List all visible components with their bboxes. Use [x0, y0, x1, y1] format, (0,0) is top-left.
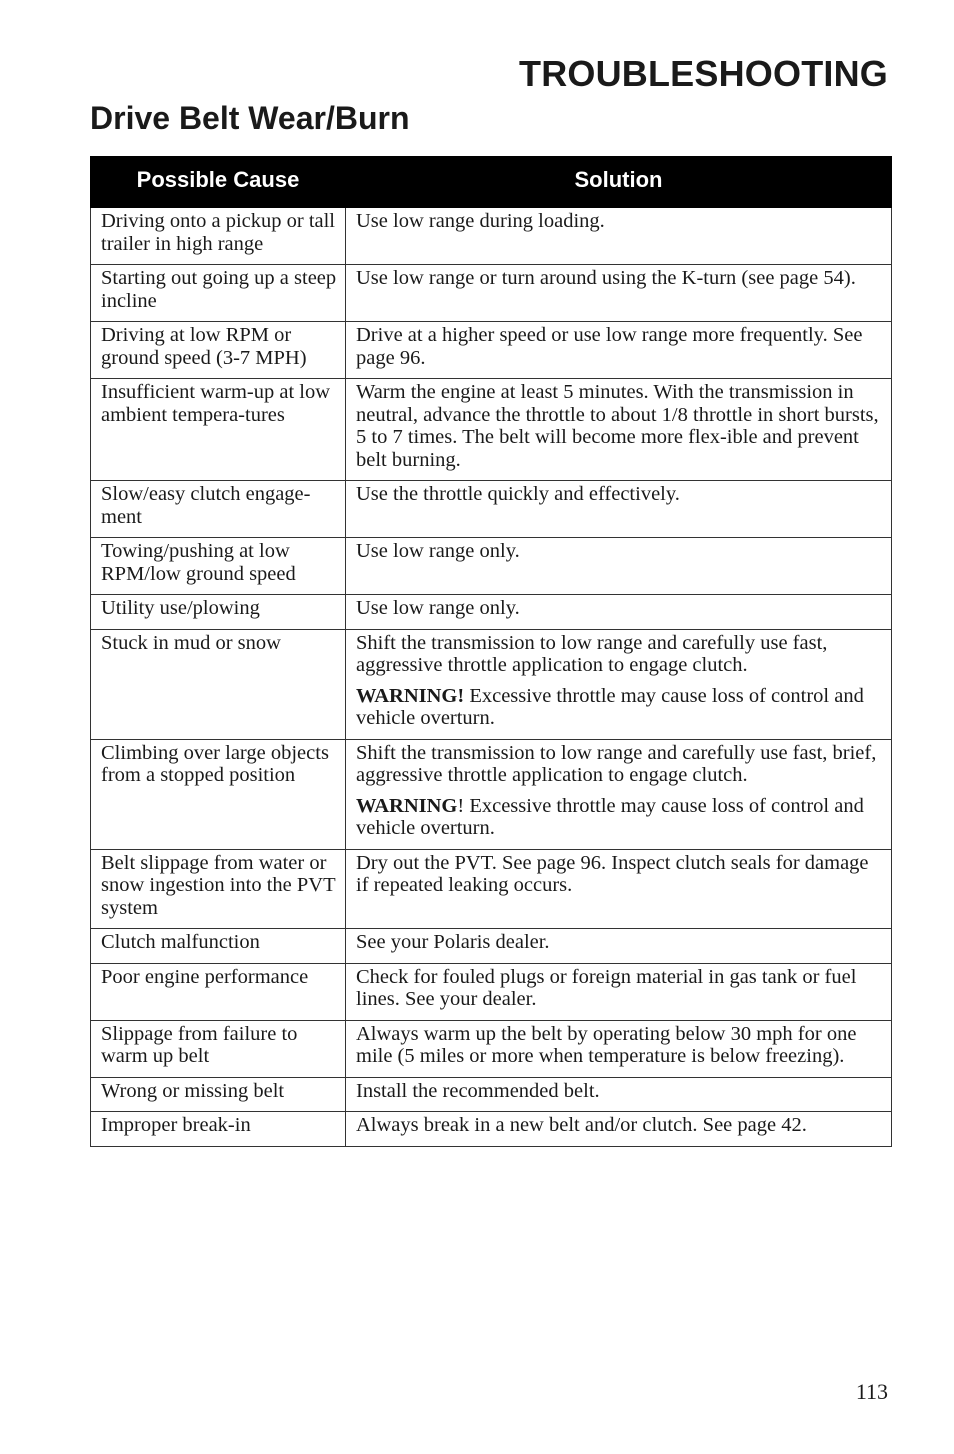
possible-cause-cell: Stuck in mud or snow [91, 629, 346, 739]
troubleshooting-table [90, 156, 892, 1147]
table-row [91, 739, 892, 849]
solution-text [356, 324, 882, 369]
page-title: Drive Belt Wear/Burn [90, 100, 410, 136]
solution-text-span: Always break in a new belt and/or clutch. See page 42. [356, 1114, 807, 1136]
solution-text [356, 852, 882, 897]
possible-cause-cell: Slow/easy clutch engage-ment [91, 481, 346, 538]
possible-cause-cell: Starting out going up a steep incline [91, 265, 346, 322]
solution-text-span: Dry out the PVT. See page 96. Inspect clutch seals for damage if repeated leaking occurs. [356, 851, 869, 896]
table-row [91, 1112, 892, 1147]
warning-label: WARNING [356, 794, 458, 817]
table-header-row [91, 157, 892, 208]
solution-cell [346, 849, 892, 929]
solution-cell [346, 481, 892, 538]
solution-text-span: Drive at a higher speed or use low range more frequently. See page 96. [356, 324, 863, 369]
table-row [91, 322, 892, 379]
solution-cell [346, 595, 892, 630]
warning-paragraph [356, 795, 882, 840]
possible-cause-cell: Improper break-in [91, 1112, 346, 1147]
table-row [91, 629, 892, 739]
possible-cause-cell: Climbing over large objects from a stopped position [91, 739, 346, 849]
possible-cause-cell: Slippage from failure to warm up belt [91, 1020, 346, 1077]
solution-text [356, 931, 882, 954]
column-header-possible-cause: Possible Cause [91, 157, 346, 208]
table-row [91, 208, 892, 265]
solution-text-span: Use low range or turn around using the K-turn (see page 54). [356, 267, 856, 289]
solution-cell [346, 379, 892, 481]
solution-text [356, 597, 882, 620]
solution-text-span: ! Excessive throttle may cause loss of control and vehicle overturn. [356, 794, 864, 839]
section-title: TROUBLESHOOTING [519, 53, 888, 94]
solution-text-span: Install the recommended belt. [356, 1079, 600, 1102]
table-row [91, 929, 892, 964]
possible-cause-cell: Poor engine performance [91, 963, 346, 1020]
solution-text [356, 483, 882, 506]
warning-paragraph [356, 685, 882, 730]
solution-text-span: See your Polaris dealer. [356, 931, 550, 953]
table-body [91, 208, 892, 1147]
solution-text-span: Shift the transmission to low range and carefully use fast, brief, aggressive throttle application to engage clutch. [356, 741, 877, 786]
solution-text [356, 1114, 882, 1137]
solution-text-span: Shift the transmission to low range and carefully use fast, aggressive throttle application to engage clutch. [356, 631, 828, 676]
solution-text [356, 1080, 882, 1103]
table-row [91, 849, 892, 929]
solution-cell [346, 629, 892, 739]
solution-cell [346, 929, 892, 964]
solution-text [356, 632, 882, 677]
solution-text-span: Check for fouled plugs or foreign material in gas tank or fuel lines. See your dealer. [356, 965, 857, 1010]
solution-text [356, 742, 882, 787]
table-row [91, 1020, 892, 1077]
possible-cause-cell: Towing/pushing at low RPM/low ground speed [91, 538, 346, 595]
solution-text-span: Use low range only. [356, 540, 520, 562]
solution-cell [346, 1077, 892, 1112]
solution-text [356, 1023, 882, 1068]
page-number: 113 [855, 1379, 888, 1404]
table-row [91, 595, 892, 630]
table-row [91, 265, 892, 322]
possible-cause-cell: Insufficient warm-up at low ambient tempera-tures [91, 379, 346, 481]
table-row [91, 538, 892, 595]
solution-text [356, 966, 882, 1011]
solution-text-span: Warm the engine at least 5 minutes. With the transmission in neutral, advance the throttle to about 1/8 throttle in short bursts, 5 to 7 times. The belt will become more flex-ible and prevent belt burning. [356, 381, 879, 471]
solution-text [356, 540, 882, 563]
solution-text-span: Use low range during loading. [356, 210, 605, 232]
possible-cause-cell: Utility use/plowing [91, 595, 346, 630]
possible-cause-cell: Wrong or missing belt [91, 1077, 346, 1112]
solution-cell [346, 208, 892, 265]
solution-cell [346, 1020, 892, 1077]
solution-text-span: Always warm up the belt by operating below 30 mph for one mile (5 miles or more when temperature is below freezing). [356, 1022, 857, 1067]
possible-cause-cell: Driving at low RPM or ground speed (3-7 MPH) [91, 322, 346, 379]
table-row [91, 379, 892, 481]
table-row [91, 481, 892, 538]
solution-text [356, 267, 882, 290]
solution-cell [346, 963, 892, 1020]
solution-cell [346, 322, 892, 379]
possible-cause-cell: Belt slippage from water or snow ingestion into the PVT system [91, 849, 346, 929]
solution-text-span: Excessive throttle may cause loss of control and vehicle overturn. [356, 684, 864, 729]
solution-text [356, 381, 882, 471]
column-header-solution: Solution [346, 157, 892, 208]
table-row [91, 1077, 892, 1112]
warning-label: WARNING! [356, 684, 465, 707]
solution-text [356, 210, 882, 233]
solution-cell [346, 538, 892, 595]
solution-cell [346, 265, 892, 322]
solution-cell [346, 739, 892, 849]
solution-cell [346, 1112, 892, 1147]
solution-text-span: Use low range only. [356, 597, 520, 619]
table-row [91, 963, 892, 1020]
solution-text-span: Use the throttle quickly and effectively. [356, 483, 680, 505]
possible-cause-cell: Driving onto a pickup or tall trailer in high range [91, 208, 346, 265]
possible-cause-cell: Clutch malfunction [91, 929, 346, 964]
